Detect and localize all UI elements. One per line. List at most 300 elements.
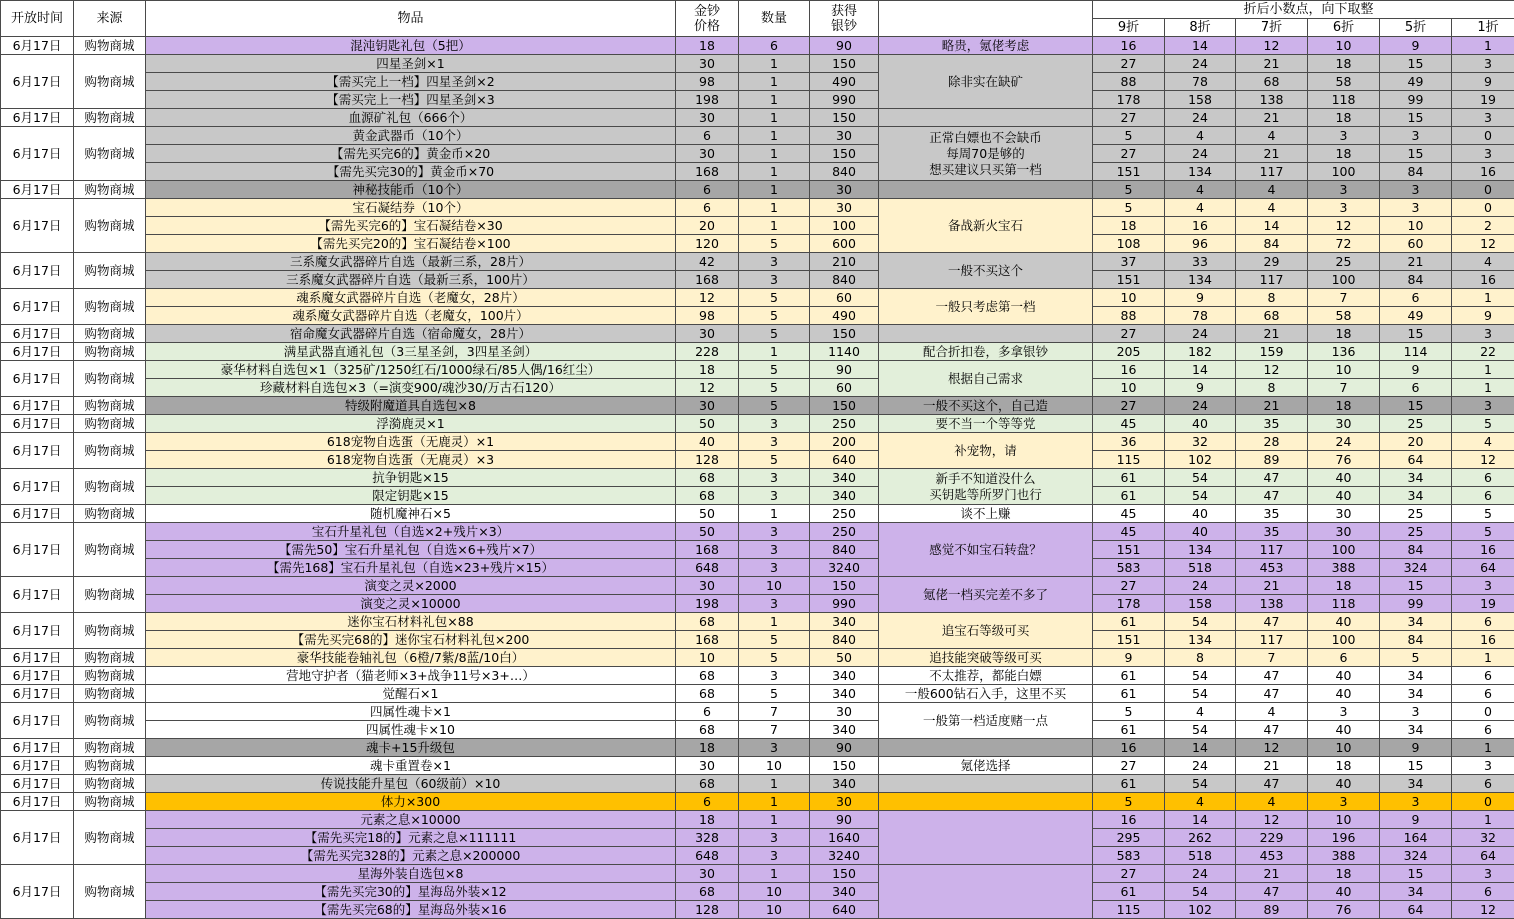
qty-cell: 5 xyxy=(739,235,810,253)
price-cell: 128 xyxy=(676,901,739,919)
header-source: 来源 xyxy=(74,1,146,37)
discount-cell: 54 xyxy=(1165,667,1236,685)
qty-cell: 5 xyxy=(739,307,810,325)
table-row xyxy=(1,343,1514,361)
price-cell: 168 xyxy=(676,631,739,649)
discount-cell: 61 xyxy=(1093,487,1165,505)
discount-cell: 61 xyxy=(1093,721,1165,739)
discount-cell: 47 xyxy=(1236,667,1308,685)
silver-cell: 90 xyxy=(810,739,879,757)
note-cell xyxy=(879,109,1093,127)
discount-cell: 10 xyxy=(1093,289,1165,307)
discount-cell: 159 xyxy=(1236,343,1308,361)
discount-cell: 47 xyxy=(1236,613,1308,631)
item-cell: 演变之灵×10000 xyxy=(146,595,676,613)
qty-cell: 1 xyxy=(739,217,810,235)
note-cell: 正常白嫖也不会缺币 每周70是够的 想买建议只买第一档 xyxy=(879,127,1093,181)
price-cell: 30 xyxy=(676,325,739,343)
item-cell: 黄金武器币（10个） xyxy=(146,127,676,145)
discount-cell: 25 xyxy=(1308,253,1380,271)
item-cell: 【需先买完328的】元素之息×200000 xyxy=(146,847,676,865)
discount-cell: 6 xyxy=(1452,685,1514,703)
date-cell: 6月17日 xyxy=(1,505,74,523)
price-cell: 18 xyxy=(676,361,739,379)
discount-cell: 3 xyxy=(1308,703,1380,721)
silver-cell: 250 xyxy=(810,415,879,433)
discount-cell: 1 xyxy=(1452,739,1514,757)
note-cell: 追技能突破等级可买 xyxy=(879,649,1093,667)
discount-cell: 100 xyxy=(1308,541,1380,559)
discount-cell: 58 xyxy=(1308,307,1380,325)
discount-cell: 136 xyxy=(1308,343,1380,361)
item-cell: 星海外装自选包×8 xyxy=(146,865,676,883)
item-cell: 【需先买完18的】元素之息×111111 xyxy=(146,829,676,847)
discount-cell: 22 xyxy=(1452,343,1514,361)
price-cell: 328 xyxy=(676,829,739,847)
date-cell: 6月17日 xyxy=(1,325,74,343)
silver-cell: 150 xyxy=(810,577,879,595)
discount-cell: 88 xyxy=(1093,73,1165,91)
source-cell: 购物商城 xyxy=(74,415,146,433)
discount-cell: 9 xyxy=(1093,649,1165,667)
discount-cell: 324 xyxy=(1380,559,1452,577)
discount-cell: 5 xyxy=(1093,181,1165,199)
price-cell: 18 xyxy=(676,37,739,55)
silver-cell: 150 xyxy=(810,109,879,127)
date-cell: 6月17日 xyxy=(1,55,74,109)
source-cell: 购物商城 xyxy=(74,649,146,667)
discount-cell: 18 xyxy=(1308,55,1380,73)
table-body xyxy=(1,37,1514,919)
qty-cell: 3 xyxy=(739,433,810,451)
header-discount-1: 1折 xyxy=(1452,19,1514,37)
discount-cell: 15 xyxy=(1380,865,1452,883)
item-cell: 618宠物自选蛋（无鹿灵）×3 xyxy=(146,451,676,469)
table-row xyxy=(1,811,1514,829)
source-cell: 购物商城 xyxy=(74,739,146,757)
discount-cell: 9 xyxy=(1165,379,1236,397)
source-cell: 购物商城 xyxy=(74,505,146,523)
qty-cell: 5 xyxy=(739,361,810,379)
price-cell: 30 xyxy=(676,145,739,163)
discount-cell: 118 xyxy=(1308,595,1380,613)
discount-cell: 4 xyxy=(1165,793,1236,811)
date-cell: 6月17日 xyxy=(1,757,74,775)
date-cell: 6月17日 xyxy=(1,415,74,433)
discount-cell: 9 xyxy=(1452,307,1514,325)
table-row xyxy=(1,325,1514,343)
qty-cell: 1 xyxy=(739,613,810,631)
price-cell: 40 xyxy=(676,433,739,451)
item-cell: 四星圣剑×1 xyxy=(146,55,676,73)
discount-cell: 0 xyxy=(1452,703,1514,721)
discount-cell: 45 xyxy=(1093,415,1165,433)
note-cell: 根据自己需求 xyxy=(879,361,1093,397)
discount-cell: 18 xyxy=(1308,757,1380,775)
discount-cell: 4 xyxy=(1236,127,1308,145)
price-cell: 68 xyxy=(676,667,739,685)
table-row xyxy=(1,649,1514,667)
discount-cell: 3 xyxy=(1380,127,1452,145)
header-discount-title: 折后小数点，向下取整 xyxy=(1093,1,1514,19)
discount-cell: 114 xyxy=(1380,343,1452,361)
item-cell: 演变之灵×2000 xyxy=(146,577,676,595)
note-cell xyxy=(879,865,1093,919)
discount-cell: 12 xyxy=(1452,235,1514,253)
discount-cell: 4 xyxy=(1165,181,1236,199)
discount-cell: 49 xyxy=(1380,307,1452,325)
date-cell: 6月17日 xyxy=(1,181,74,199)
header-discount-5: 5折 xyxy=(1380,19,1452,37)
silver-cell: 150 xyxy=(810,55,879,73)
discount-cell: 134 xyxy=(1165,271,1236,289)
discount-cell: 295 xyxy=(1093,829,1165,847)
discount-cell: 262 xyxy=(1165,829,1236,847)
price-cell: 198 xyxy=(676,91,739,109)
note-cell xyxy=(879,811,1093,865)
discount-cell: 76 xyxy=(1308,901,1380,919)
discount-cell: 47 xyxy=(1236,487,1308,505)
qty-cell: 3 xyxy=(739,847,810,865)
item-cell: 迷你宝石材料礼包×88 xyxy=(146,613,676,631)
discount-cell: 27 xyxy=(1093,55,1165,73)
price-cell: 198 xyxy=(676,595,739,613)
discount-cell: 21 xyxy=(1236,145,1308,163)
discount-cell: 0 xyxy=(1452,199,1514,217)
discount-cell: 158 xyxy=(1165,595,1236,613)
qty-cell: 3 xyxy=(739,667,810,685)
header-note xyxy=(879,1,1093,37)
discount-cell: 84 xyxy=(1380,271,1452,289)
discount-cell: 25 xyxy=(1380,415,1452,433)
discount-cell: 3 xyxy=(1452,55,1514,73)
discount-cell: 8 xyxy=(1165,649,1236,667)
source-cell: 购物商城 xyxy=(74,613,146,649)
qty-cell: 5 xyxy=(739,685,810,703)
discount-cell: 16 xyxy=(1093,739,1165,757)
price-cell: 68 xyxy=(676,613,739,631)
discount-cell: 324 xyxy=(1380,847,1452,865)
table-header xyxy=(1,1,1514,37)
discount-cell: 205 xyxy=(1093,343,1165,361)
table-row xyxy=(1,127,1514,145)
discount-cell: 5 xyxy=(1093,793,1165,811)
qty-cell: 3 xyxy=(739,559,810,577)
discount-cell: 54 xyxy=(1165,775,1236,793)
discount-cell: 27 xyxy=(1093,577,1165,595)
discount-cell: 14 xyxy=(1236,217,1308,235)
discount-cell: 27 xyxy=(1093,865,1165,883)
discount-cell: 6 xyxy=(1452,487,1514,505)
price-cell: 168 xyxy=(676,271,739,289)
table-row xyxy=(1,559,1514,577)
item-cell: 宿命魔女武器碎片自选（宿命魔女，28片） xyxy=(146,325,676,343)
discount-cell: 54 xyxy=(1165,613,1236,631)
note-cell: 补宠物，请 xyxy=(879,433,1093,469)
discount-cell: 15 xyxy=(1380,55,1452,73)
silver-cell: 60 xyxy=(810,289,879,307)
note-cell xyxy=(879,325,1093,343)
discount-cell: 45 xyxy=(1093,505,1165,523)
price-cell: 50 xyxy=(676,415,739,433)
qty-cell: 1 xyxy=(739,505,810,523)
discount-cell: 10 xyxy=(1308,37,1380,55)
table-row xyxy=(1,181,1514,199)
qty-cell: 1 xyxy=(739,145,810,163)
discount-cell: 24 xyxy=(1165,109,1236,127)
item-cell: 浮漪鹿灵×1 xyxy=(146,415,676,433)
discount-cell: 12 xyxy=(1452,451,1514,469)
discount-cell: 3 xyxy=(1452,577,1514,595)
date-cell: 6月17日 xyxy=(1,397,74,415)
table-row xyxy=(1,433,1514,451)
discount-cell: 16 xyxy=(1452,541,1514,559)
date-cell: 6月17日 xyxy=(1,361,74,397)
qty-cell: 3 xyxy=(739,523,810,541)
discount-cell: 35 xyxy=(1236,523,1308,541)
source-cell: 购物商城 xyxy=(74,199,146,253)
source-cell: 购物商城 xyxy=(74,253,146,289)
table-row xyxy=(1,775,1514,793)
qty-cell: 3 xyxy=(739,469,810,487)
discount-cell: 6 xyxy=(1452,721,1514,739)
qty-cell: 5 xyxy=(739,397,810,415)
discount-cell: 37 xyxy=(1093,253,1165,271)
discount-cell: 24 xyxy=(1165,757,1236,775)
price-cell: 30 xyxy=(676,865,739,883)
qty-cell: 7 xyxy=(739,721,810,739)
discount-cell: 6 xyxy=(1380,379,1452,397)
qty-cell: 1 xyxy=(739,181,810,199)
silver-cell: 340 xyxy=(810,469,879,487)
discount-cell: 40 xyxy=(1308,487,1380,505)
note-cell xyxy=(879,793,1093,811)
table-row xyxy=(1,595,1514,613)
table-row xyxy=(1,865,1514,883)
qty-cell: 1 xyxy=(739,55,810,73)
discount-cell: 15 xyxy=(1380,397,1452,415)
silver-cell: 90 xyxy=(810,811,879,829)
table-row xyxy=(1,847,1514,865)
price-cell: 6 xyxy=(676,793,739,811)
item-cell: 【需先买完30的】星海岛外装×12 xyxy=(146,883,676,901)
date-cell: 6月17日 xyxy=(1,199,74,253)
price-cell: 228 xyxy=(676,343,739,361)
silver-cell: 340 xyxy=(810,667,879,685)
discount-cell: 24 xyxy=(1165,865,1236,883)
price-cell: 98 xyxy=(676,73,739,91)
discount-cell: 1 xyxy=(1452,361,1514,379)
discount-cell: 12 xyxy=(1236,739,1308,757)
silver-cell: 200 xyxy=(810,433,879,451)
discount-cell: 21 xyxy=(1236,325,1308,343)
item-cell: 体力×300 xyxy=(146,793,676,811)
discount-cell: 25 xyxy=(1380,523,1452,541)
note-cell xyxy=(879,739,1093,757)
date-cell: 6月17日 xyxy=(1,739,74,757)
discount-cell: 16 xyxy=(1093,811,1165,829)
price-cell: 128 xyxy=(676,451,739,469)
price-cell: 68 xyxy=(676,469,739,487)
qty-cell: 5 xyxy=(739,649,810,667)
silver-cell: 90 xyxy=(810,361,879,379)
discount-cell: 151 xyxy=(1093,163,1165,181)
discount-cell: 40 xyxy=(1165,523,1236,541)
discount-cell: 0 xyxy=(1452,793,1514,811)
discount-cell: 49 xyxy=(1380,73,1452,91)
discount-cell: 4 xyxy=(1236,181,1308,199)
date-cell: 6月17日 xyxy=(1,775,74,793)
discount-cell: 16 xyxy=(1093,37,1165,55)
note-cell: 追宝石等级可买 xyxy=(879,613,1093,649)
date-cell: 6月17日 xyxy=(1,865,74,919)
item-cell: 四属性魂卡×10 xyxy=(146,721,676,739)
price-cell: 6 xyxy=(676,181,739,199)
silver-cell: 340 xyxy=(810,487,879,505)
table-row xyxy=(1,253,1514,271)
discount-cell: 47 xyxy=(1236,685,1308,703)
qty-cell: 10 xyxy=(739,883,810,901)
price-cell: 648 xyxy=(676,559,739,577)
table-row xyxy=(1,757,1514,775)
discount-cell: 0 xyxy=(1452,181,1514,199)
discount-cell: 4 xyxy=(1452,253,1514,271)
discount-cell: 64 xyxy=(1380,451,1452,469)
discount-cell: 24 xyxy=(1165,145,1236,163)
item-cell: 【需先买完6的】黄金币×20 xyxy=(146,145,676,163)
source-cell: 购物商城 xyxy=(74,775,146,793)
silver-cell: 250 xyxy=(810,505,879,523)
qty-cell: 5 xyxy=(739,325,810,343)
discount-cell: 96 xyxy=(1165,235,1236,253)
discount-cell: 6 xyxy=(1452,775,1514,793)
source-cell: 购物商城 xyxy=(74,361,146,397)
item-cell: 元素之息×10000 xyxy=(146,811,676,829)
discount-cell: 388 xyxy=(1308,559,1380,577)
table-row xyxy=(1,505,1514,523)
discount-cell: 3 xyxy=(1452,145,1514,163)
silver-cell: 340 xyxy=(810,685,879,703)
header-discount-8: 8折 xyxy=(1165,19,1236,37)
silver-cell: 840 xyxy=(810,271,879,289)
item-cell: 宝石凝结券（10个） xyxy=(146,199,676,217)
qty-cell: 3 xyxy=(739,271,810,289)
discount-cell: 117 xyxy=(1236,163,1308,181)
discount-cell: 61 xyxy=(1093,469,1165,487)
discount-cell: 7 xyxy=(1308,379,1380,397)
source-cell: 购物商城 xyxy=(74,181,146,199)
item-cell: 三系魔女武器碎片自选（最新三系，28片） xyxy=(146,253,676,271)
discount-cell: 229 xyxy=(1236,829,1308,847)
discount-cell: 9 xyxy=(1165,289,1236,307)
discount-cell: 30 xyxy=(1308,505,1380,523)
silver-cell: 250 xyxy=(810,523,879,541)
note-cell xyxy=(879,181,1093,199)
discount-cell: 134 xyxy=(1165,163,1236,181)
date-cell: 6月17日 xyxy=(1,649,74,667)
note-cell xyxy=(879,775,1093,793)
discount-cell: 21 xyxy=(1236,55,1308,73)
price-cell: 68 xyxy=(676,487,739,505)
note-cell: 谈不上赚 xyxy=(879,505,1093,523)
discount-cell: 18 xyxy=(1308,397,1380,415)
item-cell: 血源矿礼包（666个） xyxy=(146,109,676,127)
silver-cell: 840 xyxy=(810,541,879,559)
discount-cell: 3 xyxy=(1452,865,1514,883)
discount-cell: 27 xyxy=(1093,109,1165,127)
silver-cell: 150 xyxy=(810,757,879,775)
discount-cell: 30 xyxy=(1308,415,1380,433)
discount-cell: 118 xyxy=(1308,91,1380,109)
table-row xyxy=(1,289,1514,307)
discount-cell: 14 xyxy=(1165,37,1236,55)
date-cell: 6月17日 xyxy=(1,127,74,181)
note-cell: 新手不知道没什么 买钥匙等所罗门也行 xyxy=(879,469,1093,505)
item-cell: 豪华技能卷轴礼包（6橙/7紫/8蓝/10白） xyxy=(146,649,676,667)
discount-cell: 84 xyxy=(1380,163,1452,181)
discount-cell: 8 xyxy=(1236,289,1308,307)
discount-cell: 27 xyxy=(1093,397,1165,415)
discount-cell: 21 xyxy=(1236,397,1308,415)
item-cell: 宝石升星礼包（自选×2+残片×3） xyxy=(146,523,676,541)
silver-cell: 600 xyxy=(810,235,879,253)
table-row xyxy=(1,829,1514,847)
silver-cell: 840 xyxy=(810,631,879,649)
table-row xyxy=(1,487,1514,505)
item-cell: 【需买完上一档】四星圣剑×3 xyxy=(146,91,676,109)
discount-cell: 40 xyxy=(1308,721,1380,739)
discount-cell: 24 xyxy=(1308,433,1380,451)
discount-cell: 45 xyxy=(1093,523,1165,541)
price-cell: 68 xyxy=(676,685,739,703)
discount-cell: 28 xyxy=(1236,433,1308,451)
qty-cell: 3 xyxy=(739,739,810,757)
item-cell: 【需先买完68的】星海岛外装×16 xyxy=(146,901,676,919)
discount-cell: 34 xyxy=(1380,775,1452,793)
discount-cell: 151 xyxy=(1093,541,1165,559)
price-cell: 68 xyxy=(676,721,739,739)
discount-cell: 19 xyxy=(1452,595,1514,613)
discount-cell: 10 xyxy=(1308,811,1380,829)
source-cell: 购物商城 xyxy=(74,433,146,469)
item-cell: 满星武器直通礼包（3三星圣剑，3四星圣剑） xyxy=(146,343,676,361)
discount-cell: 16 xyxy=(1093,361,1165,379)
table-row xyxy=(1,883,1514,901)
discount-cell: 583 xyxy=(1093,559,1165,577)
silver-cell: 490 xyxy=(810,307,879,325)
item-cell: 魂系魔女武器碎片自选（老魔女，100片） xyxy=(146,307,676,325)
discount-cell: 84 xyxy=(1380,541,1452,559)
note-cell: 氪佬选择 xyxy=(879,757,1093,775)
item-cell: 营地守护者（猫老师×3+战争11号×3+…） xyxy=(146,667,676,685)
discount-cell: 3 xyxy=(1380,793,1452,811)
price-cell: 98 xyxy=(676,307,739,325)
discount-cell: 5 xyxy=(1093,199,1165,217)
discount-cell: 4 xyxy=(1452,433,1514,451)
date-cell: 6月17日 xyxy=(1,685,74,703)
discount-cell: 3 xyxy=(1308,181,1380,199)
discount-cell: 0 xyxy=(1452,127,1514,145)
discount-cell: 30 xyxy=(1308,523,1380,541)
discount-cell: 4 xyxy=(1165,199,1236,217)
discount-cell: 158 xyxy=(1165,91,1236,109)
silver-cell: 340 xyxy=(810,883,879,901)
date-cell: 6月17日 xyxy=(1,37,74,55)
note-cell: 除非实在缺矿 xyxy=(879,55,1093,109)
price-cell: 20 xyxy=(676,217,739,235)
discount-cell: 33 xyxy=(1165,253,1236,271)
discount-cell: 102 xyxy=(1165,901,1236,919)
